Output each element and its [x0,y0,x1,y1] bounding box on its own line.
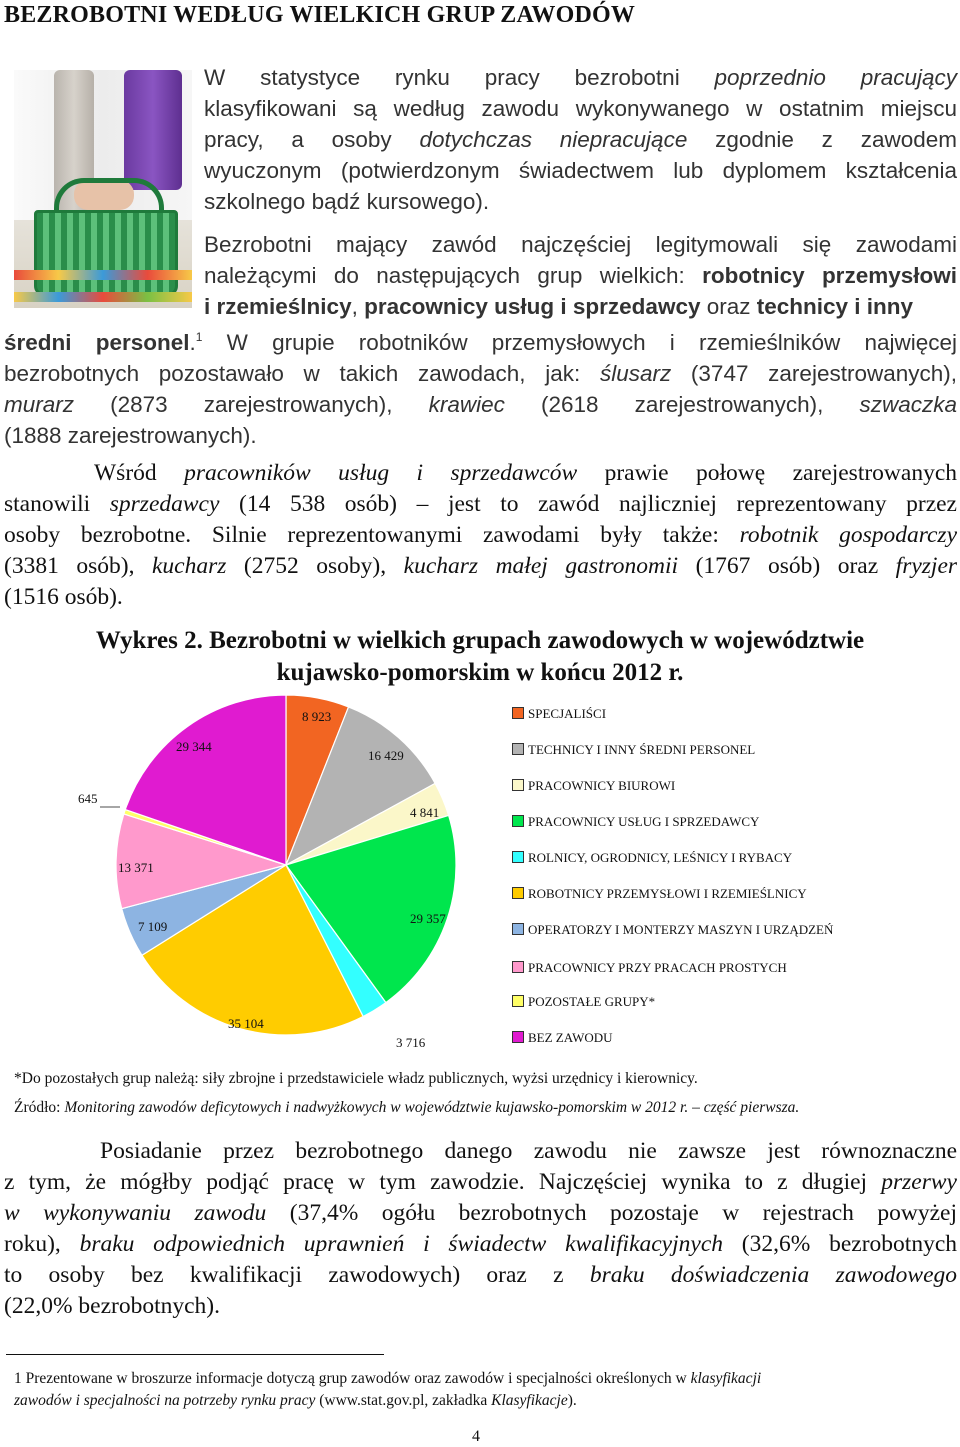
italic-text: braku odpowiednich uprawnień i świadectw kwalifikacyjnych [79,1231,724,1257]
bold-text: pracownicy usług i sprzedawcy [364,294,701,319]
italic-text: w wykonywaniu zawodu [4,1200,267,1226]
legend-item [512,1030,613,1046]
italic-text: kucharz [151,553,227,579]
page-number: 4 [472,1428,480,1445]
slice-value-label: 645 [78,791,98,806]
legend-item [512,994,655,1010]
legend-swatch [512,887,524,899]
text-line: roku), braku odpowiednich uprawnień i świadectw kwalifikacyjnych (32,6% bezrobotnych [4,1231,957,1257]
bold-text: i rzemieślnicy [204,294,352,319]
legend-label: ROBOTNICY PRZEMYSŁOWI I RZEMIEŚLNICY [528,886,807,901]
text-line: Wśród pracowników usług i sprzedawców prawie połowę zarejestrowanych [94,460,958,486]
italic-text: robotnik gospodarczy [739,522,957,548]
slice-value-label: 16 429 [368,748,404,763]
legend-label: PRACOWNICY USŁUG I SPRZEDAWCY [528,814,760,829]
legend-label: ROLNICY, OGRODNICY, LEŚNICY I RYBACY [528,850,793,865]
text-line: W statystyce rynku pracy bezrobotni poprzednio pracujący [204,65,957,90]
slice-value-label: 4 841 [410,805,440,820]
legend-swatch [512,923,524,935]
text-line: (3381 osób), kucharz (2752 osoby), kucharz małej gastronomii (1767 osób) oraz fryzjer [4,553,958,579]
slice-value-label: 13 371 [118,860,154,875]
closing-paragraph [4,1136,957,1322]
source-text: Monitoring zawodów deficytowych i nadwyżkowych w województwie kujawsko-pomorskim w 2012 r. – część pierwsza. [64,1099,800,1116]
italic-text: Klasyfikacje [491,1392,568,1409]
legend-swatch [512,707,524,719]
italic-text: krawiec [428,392,505,417]
text-line: (1516 osób). [4,584,123,610]
slice-value-label: 7 109 [138,919,168,934]
legend-swatch [512,961,524,973]
text-line: szkolnego bądź kursowego). [204,189,490,214]
text-line: należącymi do następujących grup wielkich: robotnicy przemysłowi [204,263,957,288]
text-line: (1888 zarejestrowanych). [4,423,257,448]
chart-source [14,1099,799,1117]
legend-item [512,960,787,976]
shopping-basket-photo [14,70,192,308]
legend-item [512,886,807,902]
section-heading: BEZROBOTNI WEDŁUG WIELKICH GRUP ZAWODÓW [4,2,636,28]
legend-swatch [512,815,524,827]
legend-swatch [512,743,524,755]
slice-value-label: 29 344 [176,739,212,754]
footnote-1: 1 Prezentowane w broszurze informacje dotyczą grup zawodów oraz zawodów i specjalności określonych w klasyfikacji [14,1370,762,1387]
italic-text: murarz [4,392,75,417]
text-line: klasyfikowani są według zawodu wykonywanego w ostatnim miejscu [204,96,957,121]
slice-value-label: 3 716 [396,1035,426,1050]
bold-text: średni personel [4,330,190,355]
groups-paragraph-top [204,229,957,322]
legend-swatch [512,995,524,1007]
italic-text: poprzednio pracujący [714,65,957,90]
footnote-2: zawodów i specjalności na potrzeby rynku pracy (www.stat.gov.pl, zakładka Klasyfikacje). [14,1392,577,1409]
italic-text: braku doświadczenia zawodowego [589,1262,957,1288]
italic-text: zawodów i specjalności na potrzeby rynku pracy [14,1392,316,1409]
italic-text: fryzjer [895,553,958,579]
text-line: Posiadanie przez bezrobotnego danego zawodu nie zawsze jest równoznaczne [100,1138,957,1164]
slice-value-label: 29 357 [410,911,446,926]
bold-text: technicy i inny [756,294,914,319]
text-line: to osoby bez kwalifikacji zawodowych) oraz z braku doświadczenia zawodowego [4,1262,957,1288]
text-line: murarz (2873 zarejestrowanych), krawiec (2618 zarejestrowanych), szwaczka [4,392,958,417]
source-prefix: Źródło: [14,1099,65,1116]
text-line: stanowili sprzedawcy (14 538 osób) – jest to zawód najliczniej reprezentowany przez [4,491,957,517]
legend-label: PRACOWNICY PRZY PRACACH PROSTYCH [528,960,787,975]
legend-swatch [512,851,524,863]
legend-label: OPERATORZY I MONTERZY MASZYN I URZĄDZEŃ [528,922,834,937]
italic-text: pracowników usług i sprzedawców [184,460,578,486]
text-line: bezrobotnych pozostawało w takich zawodach, jak: ślusarz (3747 zarejestrowanych), [4,361,957,386]
footnote-separator [6,1354,384,1355]
footnote-ref: 1 [195,330,203,344]
legend-label: PRACOWNICY BIUROWI [528,778,676,793]
italic-text: sprzedawcy [109,491,220,517]
legend-item [512,778,675,794]
text-line: i rzemieślnicy, pracownicy usług i sprzedawcy oraz technicy i inny [204,294,914,319]
chart-title-line-2: kujawsko-pomorskim w końcu 2012 r. [276,659,684,686]
intro-paragraph [204,62,957,217]
legend-item [512,742,755,758]
legend-label: TECHNICY I INNY ŚREDNI PERSONEL [528,742,756,757]
text-line: z tym, że mógłby podjąć pracę w tym zawodzie. Najczęściej wynika to z długiej przerwy [4,1169,957,1195]
text-line: średni personel.$^1$ W grupie robotników przemysłowych i rzemieślników najwięcej [4,330,957,355]
text-line: osoby bezrobotne. Silnie reprezentowanymi zawodami były także: robotnik gospodarczy [4,522,957,548]
groups-paragraph-bottom [4,322,957,451]
legend-swatch [512,1031,524,1043]
legend-label: POZOSTAŁE GRUPY* [528,994,656,1009]
italic-text: ślusarz [599,361,672,386]
italic-text: szwaczka [859,392,958,417]
italic-text: dotychczas niepracujące [419,127,688,152]
italic-text: klasyfikacji [690,1370,762,1387]
text-line: wyuczonym (potwierdzonym świadectwem lub dyplomem kształcenia [204,158,957,183]
text-line: Bezrobotni mający zawód najczęściej legitymowali się zawodami [204,232,957,257]
legend-label: SPECJALIŚCI [528,706,607,721]
slice-value-label: 8 923 [302,709,332,724]
bold-text: robotnicy przemysłowi [702,263,957,288]
slice-value-label: 35 104 [228,1016,264,1031]
chart-footnote: *Do pozostałych grup należą: siły zbrojne i przedstawiciele władz publicznych, wyżsi urzędnicy i kierownicy. [14,1070,698,1087]
legend-item [512,850,792,866]
italic-text: przerwy [881,1169,957,1195]
text-line: (22,0% bezrobotnych). [4,1293,220,1319]
legend-label: BEZ ZAWODU [528,1030,613,1045]
pie-chart [0,695,960,1065]
italic-text: kucharz małej gastronomii [403,553,679,579]
text-line: w wykonywaniu zawodu (37,4% ogółu bezrobotnych pozostaje w rejestrach powyżej [4,1200,957,1226]
legend-swatch [512,779,524,791]
chart-title-line-1: Wykres 2. Bezrobotni w wielkich grupach zawodowych w województwie [95,627,865,654]
legend-item [512,706,606,722]
legend-item [512,814,759,830]
services-paragraph [4,458,957,613]
text-line: pracy, a osoby dotychczas niepracujące zgodnie z zawodem [204,127,957,152]
legend-item [512,922,833,938]
